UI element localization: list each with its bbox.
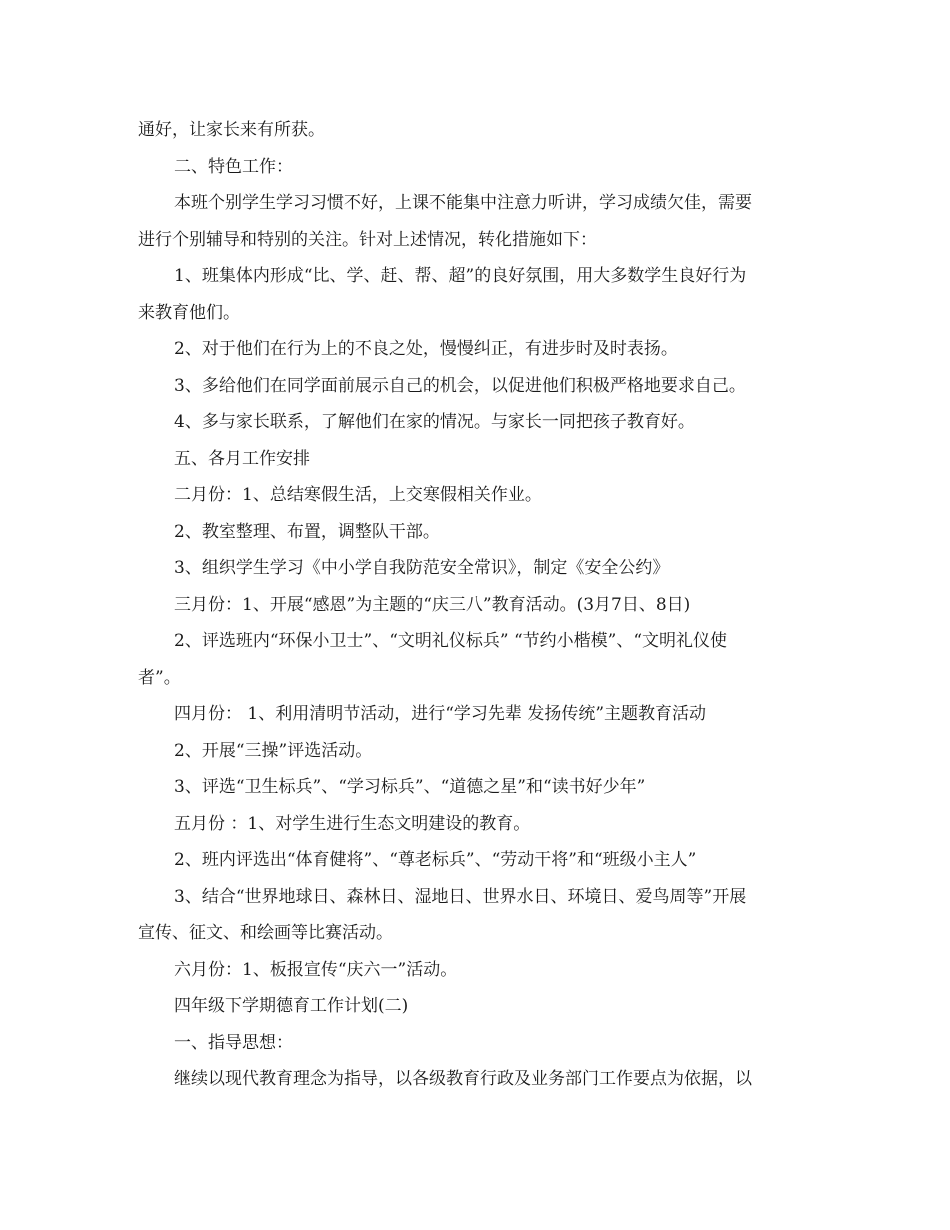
document-page: [138, 112, 814, 1098]
text-line: 1、班集体内形成“比、学、赶、帮、超”的良好氛围，用大多数学生良好行为: [174, 266, 747, 286]
text-line: 来教育他们。: [138, 302, 240, 323]
text-line: 3、多给他们在同学面前展示自己的机会，以促进他们积极严格地要求自己。: [174, 375, 746, 396]
text-line: 2、开展“三操”评选活动。: [174, 740, 373, 761]
text-line: 进行个别辅导和特别的关注。针对上述情况，转化措施如下：: [138, 229, 597, 250]
text-line: 本班个别学生学习习惯不好，上课不能集中注意力听讲，学习成绩欠佳，需要: [174, 193, 752, 213]
text-line: 2、班内评选出“体育健将”、“尊老标兵”、“劳动干将”和“班级小主人”: [174, 850, 697, 870]
text-line: 宣传、征文、和绘画等比赛活动。: [138, 923, 393, 943]
text-line: 二、特色工作：: [174, 156, 293, 177]
text-line: 3、评选“卫生标兵”、“学习标兵”、“道德之星”和“读书好少年”: [174, 777, 646, 797]
text-line: 五月份 ：1、对学生进行生态文明建设的教育。: [174, 813, 531, 834]
document-subtitle: 四年级下学期德育工作计划(二): [174, 996, 409, 1016]
text-line: 4、多与家长联系，了解他们在家的情况。与家长一同把孩子教育好。: [174, 412, 695, 432]
text-line: 3、结合“世界地球日、森林日、湿地日、世界水日、环境日、爱鸟周等”开展: [174, 886, 747, 907]
text-line: 2、评选班内“环保小卫士”、“文明礼仪标兵” “节约小楷模”、“文明礼仪使: [174, 631, 728, 651]
text-line: 三月份：1、开展“感恩”为主题的“庆三八”教育活动。(3月7日、8日): [174, 594, 691, 615]
text-line: 四月份： 1、利用清明节活动，进行“学习先辈 发扬传统”主题教育活动: [174, 704, 707, 724]
text-line: 六月份：1、板报宣传“庆六一”活动。: [174, 959, 458, 980]
section-heading: 一、指导思想：: [174, 1032, 293, 1053]
text-line: 2、教室整理、布置，调整队干部。: [174, 521, 440, 542]
text-line: 3、组织学生学习《中小学自我防范安全常识》，制定《安全公约》: [174, 558, 670, 578]
text-line: 通好，让家长来有所获。: [138, 120, 325, 140]
text-line: 二月份：1、总结寒假生活，上交寒假相关作业。: [174, 485, 542, 505]
text-line: 2、对于他们在行为上的不良之处，慢慢纠正，有进步时及时表扬。: [174, 339, 678, 359]
text-line: 者”。: [138, 667, 181, 688]
text-line: 继续以现代教育理念为指导，以各级教育行政及业务部门工作要点为依据，以: [174, 1069, 752, 1089]
section-heading: 五、各月工作安排: [174, 448, 310, 469]
